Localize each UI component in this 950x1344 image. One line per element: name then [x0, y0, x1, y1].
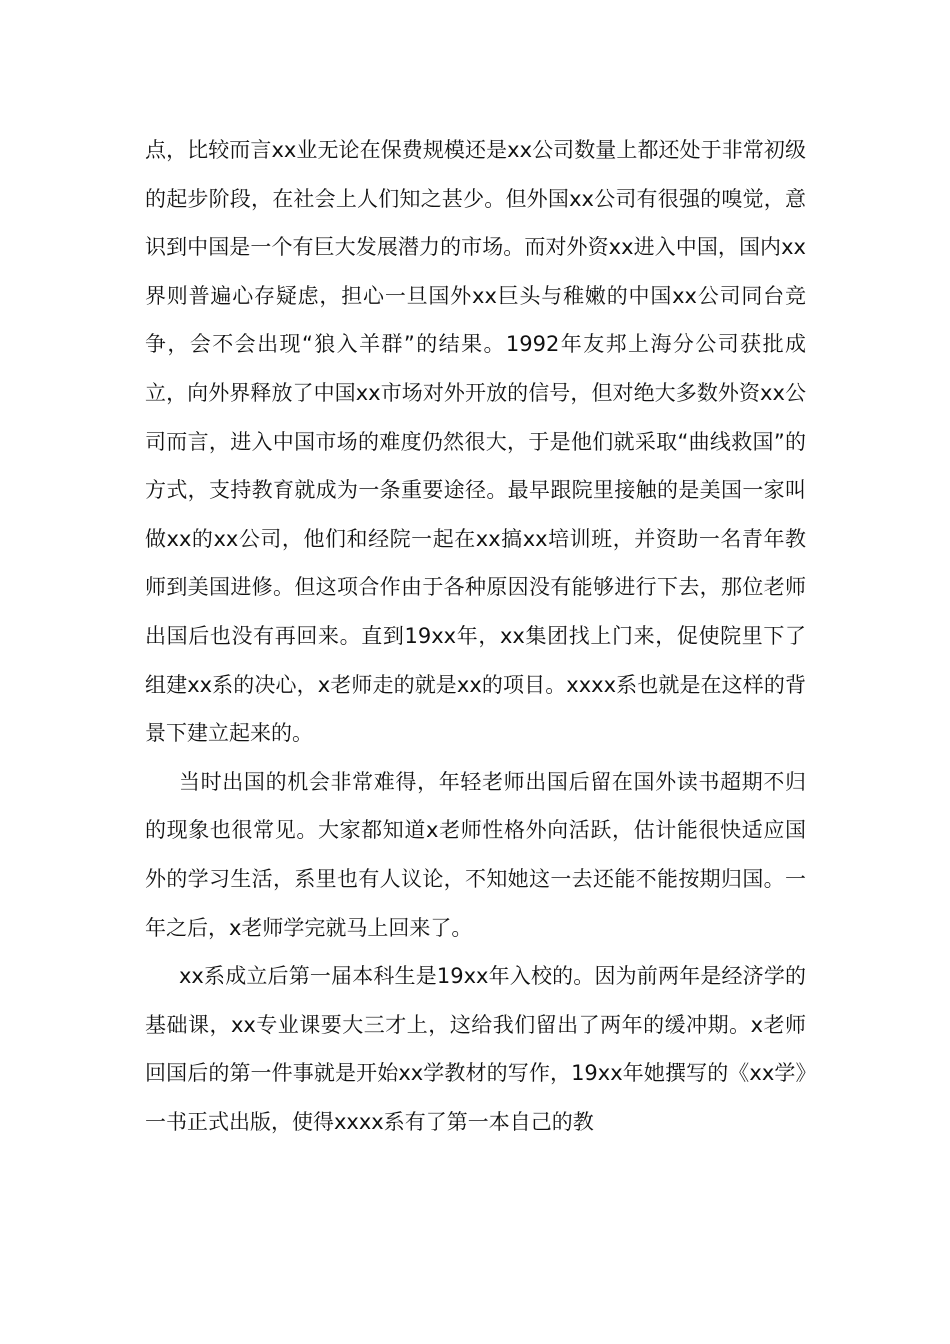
paragraph-3: xx系成立后第一届本科生是19xx年入校的。因为前两年是经济学的基础课，xx专业课要大三才上，这给我们留出了两年的缓冲期。x老师回国后的第一件事就是开始xx学教材的写作，19xx年她撰写的《xx学》一书正式出版，使得xxxx系有了第一本自己的教 [145, 964, 806, 1134]
paragraph-1: 点，比较而言xx业无论在保费规模还是xx公司数量上都还处于非常初级的起步阶段，在社会上人们知之甚少。但外国xx公司有很强的嗅觉，意识到中国是一个有巨大发展潜力的市场。而对外资xx进入中国，国内xx界则普遍心存疑虑，担心一旦国外xx巨头与稚嫩的中国xx公司同台竞争，会不会出现“狼入羊群”的结果。1992年友邦上海分公司获批成立，向外界释放了中国xx市场对外开放的信号，但对绝大多数外资xx公司而言，进入中国市场的难度仍然很大，于是他们就采取“曲线救国”的方式，支持教育就成为一条重要途径。最早跟院里接触的是美国一家叫做xx的xx公司，他们和经院一起在xx搞xx培训班，并资助一名青年教师到美国进修。但这项合作由于各种原因没有能够进行下去，那位老师出国后也没有再回来。直到19xx年，xx集团找上门来，促使院里下了组建xx系的决心，x老师走的就是xx的项目。xxxx系也就是在这样的背景下建立起来的。 [145, 138, 806, 746]
paragraph-2: 当时出国的机会非常难得，年轻老师出国后留在国外读书超期不归的现象也很常见。大家都知道x老师性格外向活跃，估计能很快适应国外的学习生活，系里也有人议论，不知她这一去还能不能按期归国。一年之后，x老师学完就马上回来了。 [145, 769, 806, 940]
document-page [145, 126, 806, 1146]
